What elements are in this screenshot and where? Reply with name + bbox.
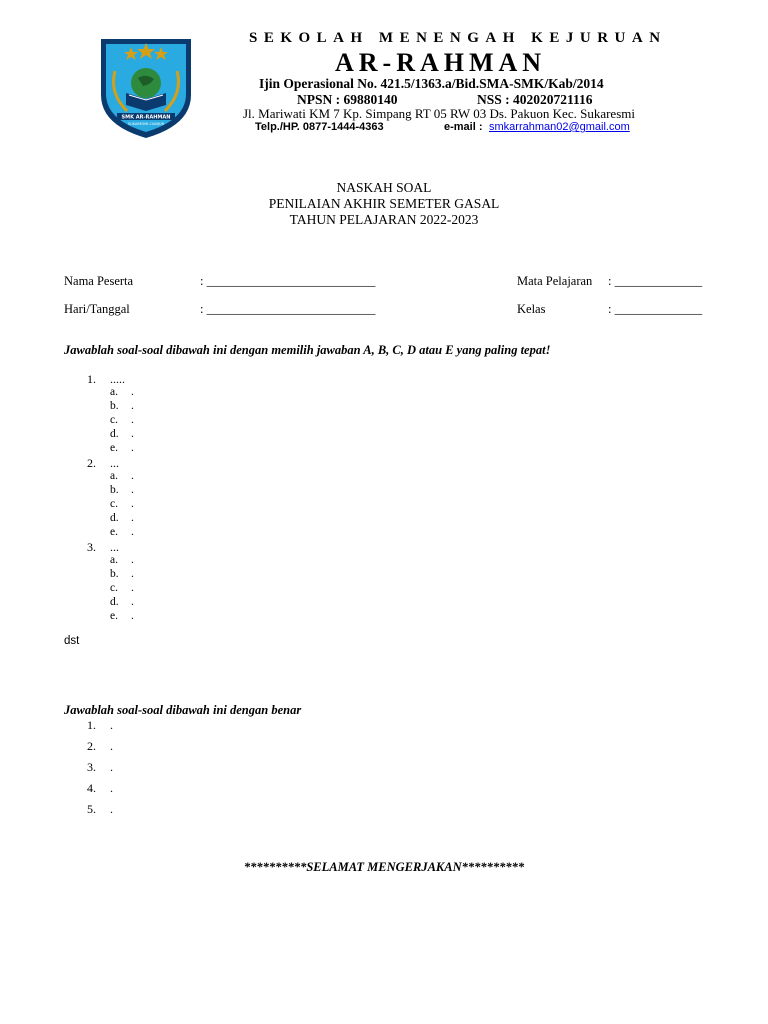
option-letter: e. bbox=[110, 442, 118, 454]
option-letter: b. bbox=[110, 484, 119, 496]
question-number: 2. bbox=[87, 456, 96, 470]
option-text: . bbox=[131, 596, 134, 608]
logo-text: SMK AR-RAHMAN bbox=[121, 114, 171, 121]
option-text: . bbox=[131, 498, 134, 510]
option-letter: a. bbox=[110, 386, 118, 398]
question-number: 3. bbox=[87, 540, 96, 554]
essay-number: 1. bbox=[87, 718, 96, 732]
option-text: . bbox=[131, 526, 134, 538]
academic-year: TAHUN PELAJARAN 2022-2023 bbox=[289, 212, 479, 227]
essay-text: . bbox=[110, 802, 113, 816]
option-letter: e. bbox=[110, 610, 118, 622]
option-letter: d. bbox=[110, 596, 119, 608]
option-letter: e. bbox=[110, 526, 118, 538]
option-text: . bbox=[131, 442, 134, 454]
date-label: Hari/Tanggal bbox=[64, 302, 130, 316]
option-text: . bbox=[131, 484, 134, 496]
option-text: . bbox=[131, 568, 134, 580]
school-logo bbox=[93, 33, 199, 141]
school-address: Jl. Mariwati KM 7 Kp. Simpang RT 05 RW 03 Ds. Pakuon Kec. Sukaresmi bbox=[243, 106, 635, 121]
essay-number: 4. bbox=[87, 781, 96, 795]
option-letter: c. bbox=[110, 498, 118, 510]
email-label: e-mail : bbox=[444, 121, 483, 133]
option-letter: d. bbox=[110, 512, 119, 524]
option-letter: c. bbox=[110, 414, 118, 426]
option-text: . bbox=[131, 610, 134, 622]
option-letter: d. bbox=[110, 428, 119, 440]
option-text: . bbox=[131, 470, 134, 482]
npsn: NPSN : 69880140 bbox=[297, 92, 398, 107]
student-name-label: Nama Peserta bbox=[64, 274, 134, 288]
assessment-name: PENILAIAN AKHIR SEMETER GASAL bbox=[268, 196, 500, 211]
question-text: ... bbox=[110, 456, 119, 470]
option-letter: a. bbox=[110, 470, 118, 482]
multiple-choice-instruction: Jawablah soal-soal dibawah ini dengan memilih jawaban A, B, C, D atau E yang paling tepat! bbox=[64, 343, 551, 357]
subject-field[interactable]: : ______________ bbox=[608, 274, 703, 288]
class-field[interactable]: : ______________ bbox=[608, 302, 703, 316]
option-letter: b. bbox=[110, 400, 119, 412]
option-text: . bbox=[131, 428, 134, 440]
option-text: . bbox=[131, 400, 134, 412]
school-type: SEKOLAH MENENGAH KEJURUAN bbox=[249, 30, 667, 46]
essay-number: 2. bbox=[87, 739, 96, 753]
option-text: . bbox=[131, 512, 134, 524]
school-name: AR-RAHMAN bbox=[335, 48, 547, 77]
essay-text: . bbox=[110, 781, 113, 795]
option-letter: c. bbox=[110, 582, 118, 594]
option-text: . bbox=[131, 554, 134, 566]
option-letter: b. bbox=[110, 568, 119, 580]
option-text: . bbox=[131, 582, 134, 594]
date-field[interactable]: : ___________________________ bbox=[200, 302, 376, 316]
operational-permit: Ijin Operasional No. 421.5/1363.a/Bid.SMA-SMK/Kab/2014 bbox=[259, 76, 604, 91]
subject-label: Mata Pelajaran bbox=[517, 274, 593, 288]
option-text: . bbox=[131, 386, 134, 398]
logo-subtext: SUKARESMI-CIANJUR bbox=[127, 122, 165, 126]
closing-message: **********SELAMAT MENGERJAKAN********** bbox=[243, 860, 525, 874]
continuation-note: dst bbox=[64, 635, 80, 647]
class-label: Kelas bbox=[517, 302, 546, 316]
option-text: . bbox=[131, 414, 134, 426]
essay-text: . bbox=[110, 760, 113, 774]
email-link[interactable]: smkarrahman02@gmail.com bbox=[489, 121, 630, 133]
school-phone: Telp./HP. 0877-1444-4363 bbox=[255, 121, 384, 133]
nss: NSS : 402020721116 bbox=[477, 92, 593, 107]
essay-text: . bbox=[110, 718, 113, 732]
essay-number: 5. bbox=[87, 802, 96, 816]
option-letter: a. bbox=[110, 554, 118, 566]
essay-instruction: Jawablah soal-soal dibawah ini dengan benar bbox=[64, 703, 302, 717]
question-number: 1. bbox=[87, 372, 96, 386]
essay-number: 3. bbox=[87, 760, 96, 774]
document-title: NASKAH SOAL bbox=[336, 180, 432, 195]
question-text: ... bbox=[110, 540, 119, 554]
student-name-field[interactable]: : ___________________________ bbox=[200, 274, 376, 288]
essay-text: . bbox=[110, 739, 113, 753]
question-text: ..... bbox=[110, 372, 125, 386]
